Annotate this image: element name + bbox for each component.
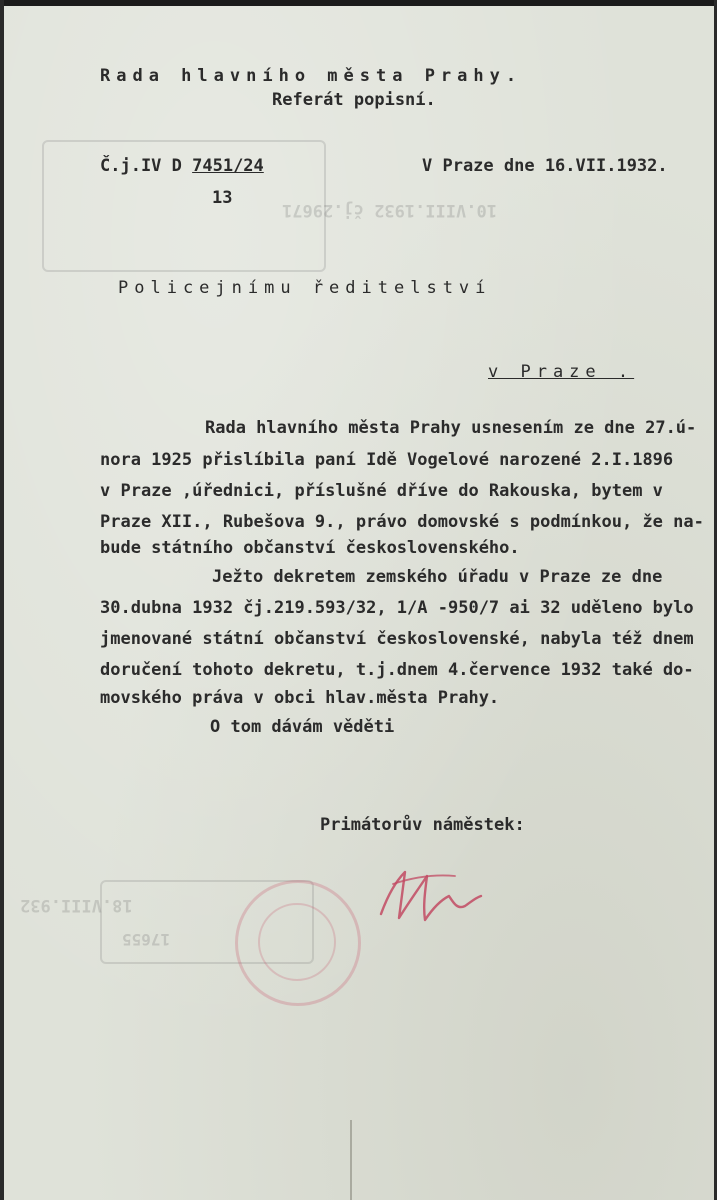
official-seal: [235, 880, 361, 1006]
recipient-name: Policejnímu ředitelství: [118, 278, 492, 298]
scan-edge-left: [0, 0, 4, 1200]
authority-heading: Rada hlavního města Prahy.: [100, 66, 523, 86]
body-line: bude státního občanství československého.: [100, 538, 520, 558]
body-line: 30.dubna 1932 čj.219.593/32, 1/A -950/7 ai 32 uděleno bylo: [100, 598, 694, 618]
scan-edge-top: [0, 0, 717, 6]
body-line: Rada hlavního města Prahy usnesením ze dne 27.ú-: [205, 418, 697, 438]
department-heading: Referát popisní.: [272, 90, 436, 110]
registry-stamp-date: 18.VIII.932: [20, 895, 133, 915]
body-line: nora 1925 přislíbila paní Idě Vogelové narozené 2.I.1896: [100, 450, 674, 470]
official-seal-inner: [258, 903, 336, 981]
place-date: V Praze dne 16.VII.1932.: [422, 156, 668, 176]
body-line: Praze XII., Rubešova 9., právo domovské s podmínkou, že na-: [100, 512, 704, 532]
signatory-title: Primátorův náměstek:: [320, 815, 525, 835]
body-line: movského práva v obci hlav.města Prahy.: [100, 688, 500, 708]
recipient-location: v Praze .: [488, 362, 635, 382]
handwritten-signature: [375, 862, 485, 932]
reference-number: [100, 156, 264, 176]
reference-sub-number: 13: [212, 188, 233, 208]
received-stamp-text: 10.VIII.1932 čj.29671: [282, 200, 497, 220]
reference-file-number: 7451/24: [192, 156, 264, 176]
body-line: doručení tohoto dekretu, t.j.dnem 4.července 1932 také do-: [100, 660, 694, 680]
body-line: v Praze ,úřednici, příslušné dříve do Rakouska, bytem v: [100, 481, 663, 501]
body-line: jmenované státní občanství československé, nabyla též dnem: [100, 629, 694, 649]
body-line: Ježto dekretem zemského úřadu v Praze ze dne: [212, 567, 663, 587]
reference-prefix: Č.j.IV D: [100, 156, 193, 176]
registry-stamp-number: 17655: [122, 930, 171, 949]
paper-fold: [350, 1120, 352, 1200]
closing-line: O tom dávám věděti: [210, 717, 395, 737]
